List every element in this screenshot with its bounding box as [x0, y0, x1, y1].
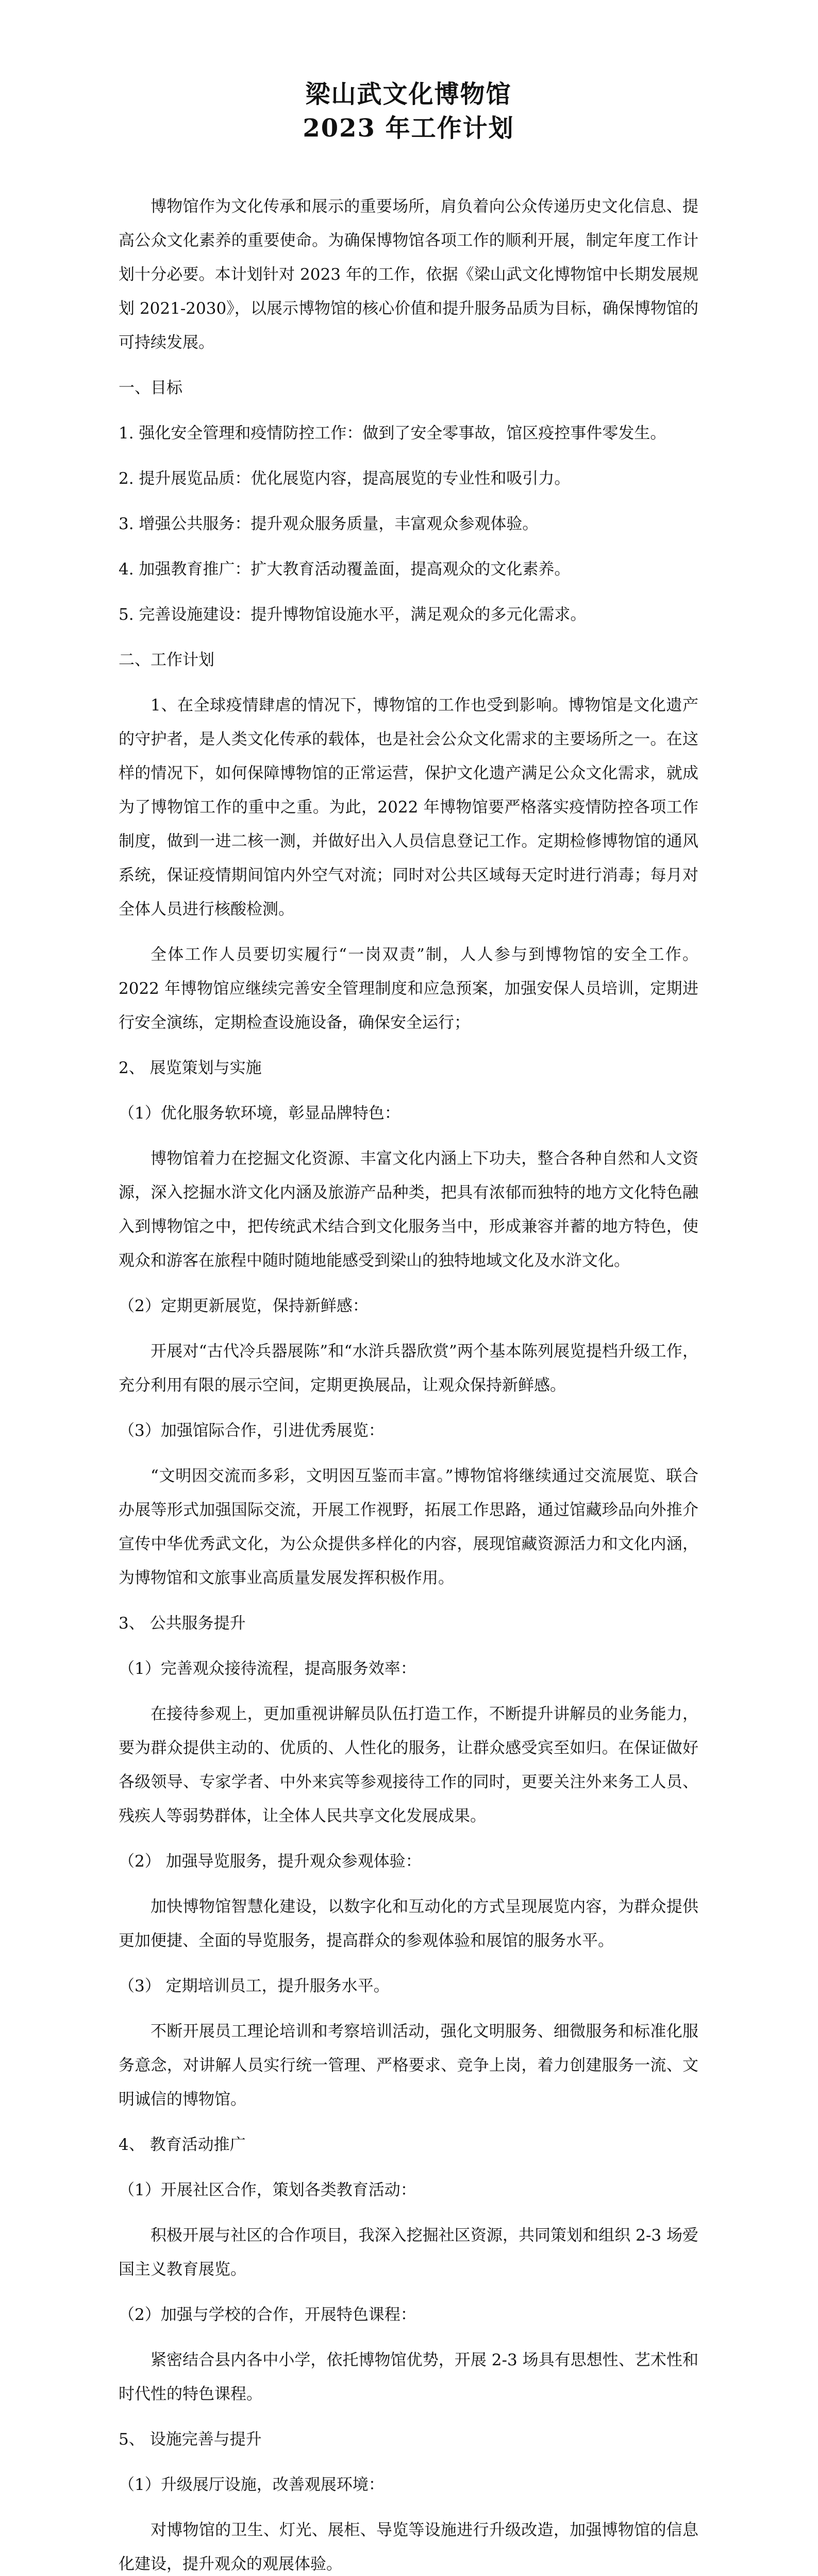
- plan2-sub3-heading: （3）加强馆际合作，引进优秀展览：: [119, 1421, 385, 1440]
- document-page: [119, 77, 698, 2576]
- plan1-paragraph-safety: 全体工作人员要切实履行“一岗双责”制，人人参与到博物馆的安全工作。2022 年博物馆应继续完善安全管理制度和应急预案，加强安保人员培训，定期进行安全演练，定期检查设施设备，确保安全运行；: [119, 945, 698, 1032]
- plan2-sub1-paragraph: 博物馆着力在挖掘文化资源、丰富文化内涵上下功夫，整合各种自然和人文资源，深入挖掘水浒文化内涵及旅游产品种类，把具有浓郁而独特的地方文化特色融入到博物馆之中，把传统武术结合到文化服务当中，形成兼容并蓄的地方特色，使观众和游客在旅程中随时随地能感受到梁山的独特地域文化及水浒文化。: [119, 1149, 698, 1270]
- plan3-sub1-paragraph: 在接待参观上，更加重视讲解员队伍打造工作，不断提升讲解员的业务能力，要为群众提供主动的、优质的、人性化的服务，让群众感受宾至如归。在保证做好各级领导、专家学者、中外来宾等参观接待工作的同时，更要关注外来务工人员、残疾人等弱势群体，让全体人民共享文化发展成果。: [119, 1705, 698, 1825]
- goal-item: 3. 增强公共服务：提升观众服务质量，丰富观众参观体验。: [119, 515, 539, 533]
- document-title: 梁山武文化博物馆: [305, 80, 512, 109]
- intro-paragraph: 博物馆作为文化传承和展示的重要场所，肩负着向公众传递历史文化信息、提高公众文化素养的重要使命。为确保博物馆各项工作的顺利开展，制定年度工作计划十分必要。本计划针对 2023 年的工作，依据《梁山武文化博物馆中长期发展规划 2021-2030》，以展示博物馆的核心价值和提升服务品质为目标，确保博物馆的可持续发展。: [119, 197, 698, 352]
- plan4-heading: 4、 教育活动推广: [119, 2136, 246, 2154]
- plan4-sub2-paragraph: 紧密结合县内各中小学，依托博物馆优势，开展 2-3 场具有思想性、艺术性和时代性的特色课程。: [119, 2351, 698, 2403]
- plan3-sub2-paragraph: 加快博物馆智慧化建设，以数字化和互动化的方式呈现展览内容，为群众提供更加便捷、全面的导览服务，提高群众的参观体验和展馆的服务水平。: [119, 1897, 698, 1950]
- plan5-heading: 5、 设施完善与提升: [119, 2430, 262, 2449]
- plan4-sub1-heading: （1）开展社区合作，策划各类教育活动：: [119, 2181, 416, 2199]
- document-subtitle: 2023 年工作计划: [303, 114, 514, 143]
- plan4-sub2-heading: （2）加强与学校的合作，开展特色课程：: [119, 2306, 416, 2324]
- plan2-heading: 2、 展览策划与实施: [119, 1059, 262, 1077]
- section-heading-plan: 二、工作计划: [119, 651, 214, 669]
- plan2-sub3-paragraph: “文明因交流而多彩，文明因互鉴而丰富。”博物馆将继续通过交流展览、联合办展等形式加强国际交流，开展工作视野，拓展工作思路，通过馆藏珍品向外推介宣传中华优秀武文化，为公众提供多样化的内容，展现馆藏资源活力和文化内涵，为博物馆和文旅事业高质量发展发挥积极作用。: [119, 1467, 698, 1587]
- plan2-sub1-heading: （1）优化服务软环境，彰显品牌特色：: [119, 1104, 400, 1123]
- title-block: [119, 77, 698, 145]
- plan3-heading: 3、 公共服务提升: [119, 1614, 246, 1633]
- plan1-paragraph: 1、在全球疫情肆虐的情况下，博物馆的工作也受到影响。博物馆是文化遗产的守护者，是人类文化传承的载体，也是社会公众文化需求的主要场所之一。在这样的情况下，如何保障博物馆的正常运营，保护文化遗产满足公众文化需求，就成为了博物馆工作的重中之重。为此，2022 年博物馆要严格落实疫情防控各项工作制度，做到一进二核一测，并做好出入人员信息登记工作。定期检修博物馆的通风系统，保证疫情期间馆内外空气对流；同时对公共区域每天定时进行消毒；每月对全体人员进行核酸检测。: [119, 696, 698, 919]
- goal-item: 1. 强化安全管理和疫情防控工作：做到了安全零事故，馆区疫控事件零发生。: [119, 424, 666, 443]
- plan5-sub1-paragraph: 对博物馆的卫生、灯光、展柜、导览等设施进行升级改造，加强博物馆的信息化建设，提升观众的观展体验。: [119, 2521, 698, 2573]
- plan3-sub3-paragraph: 不断开展员工理论培训和考察培训活动，强化文明服务、细微服务和标准化服务意念，对讲解人员实行统一管理、严格要求、竞争上岗，着力创建服务一流、文明诚信的博物馆。: [119, 2022, 698, 2109]
- section-heading-goals: 一、目标: [119, 379, 182, 397]
- goal-item: 2. 提升展览品质：优化展览内容，提高展览的专业性和吸引力。: [119, 469, 571, 488]
- plan4-sub1-paragraph: 积极开展与社区的合作项目，我深入挖掘社区资源，共同策划和组织 2-3 场爱国主义教育展览。: [119, 2226, 698, 2279]
- plan2-sub2-paragraph: 开展对“古代冷兵器展陈”和“水浒兵器欣赏”两个基本陈列展览提档升级工作，充分利用有限的展示空间，定期更换展品，让观众保持新鲜感。: [119, 1342, 698, 1395]
- plan3-sub3-heading: （3） 定期培训员工，提升服务水平。: [119, 1977, 390, 1995]
- plan3-sub1-heading: （1）完善观众接待流程，提高服务效率：: [119, 1659, 416, 1678]
- plan3-sub2-heading: （2） 加强导览服务，提升观众参观体验：: [119, 1852, 422, 1871]
- goal-item: 5. 完善设施建设：提升博物馆设施水平，满足观众的多元化需求。: [119, 605, 587, 624]
- plan2-sub2-heading: （2）定期更新展览，保持新鲜感：: [119, 1297, 369, 1315]
- goal-item: 4. 加强教育推广：扩大教育活动覆盖面，提高观众的文化素养。: [119, 560, 571, 579]
- plan5-sub1-heading: （1）升级展厅设施，改善观展环境：: [119, 2476, 385, 2494]
